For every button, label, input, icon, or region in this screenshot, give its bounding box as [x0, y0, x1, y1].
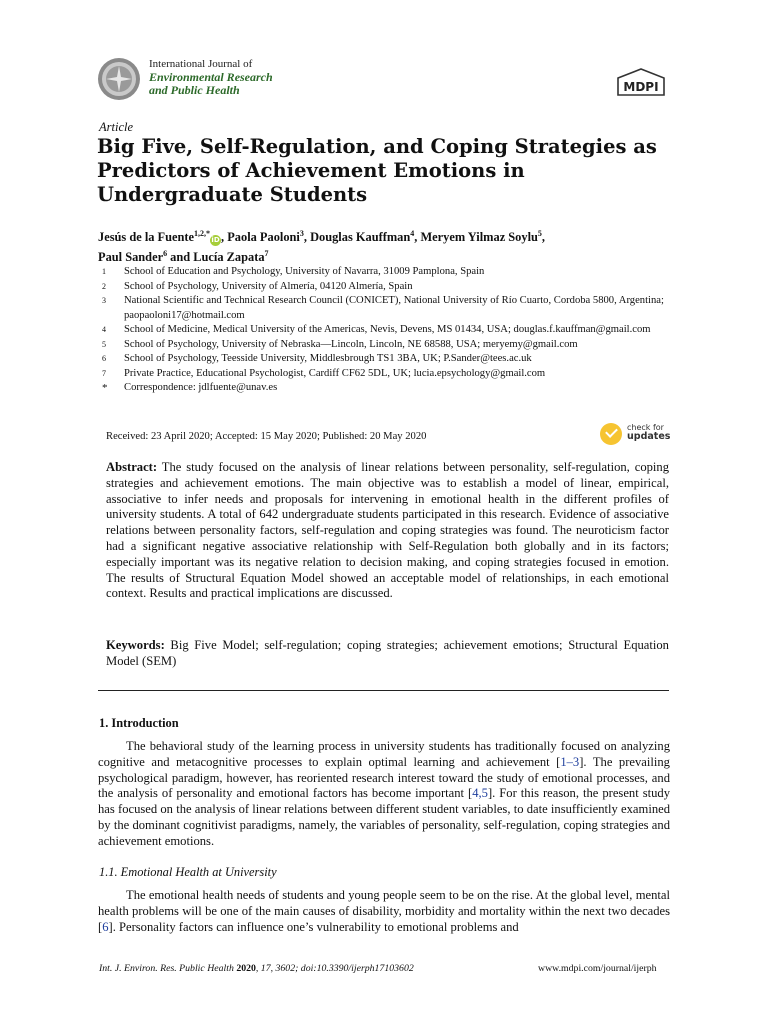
affiliation-marker: 4: [102, 325, 106, 334]
abstract-label: Abstract:: [106, 460, 158, 474]
affiliation-marker: 3: [102, 296, 106, 305]
citation-link[interactable]: 6: [102, 919, 109, 934]
footer-citation: [99, 963, 414, 974]
author-separator: and: [167, 250, 194, 264]
subsection-heading: 1.1. Emotional Health at University: [99, 865, 277, 879]
affiliation-marker: 1: [102, 267, 106, 276]
abstract-text: The study focused on the analysis of linear relations between personality, self-regulation, coping strategies and achievement emotions. The main objective was to establish a model of linear, empirical, associative to infer needs and proposals for intervening in emotional health in the different profiles of university students. A total of 642 undergraduate students participated in this research. Evidence of associative relations between personality factors, self-regulation and coping strategies was found. The neuroticism factor had a significant negative associative relationship with Self-Regulation both globally and in its factors; especially important was its negative relation to decision making, and coping strategies focused in emotion. The results of Structural Equation Model showed an acceptable model of relationships, in each emotional context. Results and practical implications are discussed.: [106, 460, 670, 601]
affiliation-marker: 5: [102, 339, 106, 349]
intro-p1-text-b: ]. The prevailing psychological paradigm, however, has reoriented research interest toward the study of emotional processes, and the analysis of personality and emotional factors has become important [: [98, 754, 670, 801]
affiliation-item: [102, 352, 682, 367]
affiliation-marker: 2: [102, 281, 106, 291]
introduction-paragraph-2: [98, 888, 670, 935]
author-list: [98, 227, 678, 267]
check-for-updates-button[interactable]: [600, 422, 670, 446]
footer-year: 2020: [236, 963, 256, 974]
author-name: Douglas Kauffman: [310, 230, 411, 244]
citation-link[interactable]: 4,5: [472, 786, 488, 801]
affiliation-item: [102, 294, 682, 323]
keywords: [106, 638, 669, 670]
orcid-icon[interactable]: iD: [211, 236, 220, 244]
author-name: Paola Paoloni: [227, 230, 300, 244]
author-affiliation-marker: 6: [163, 248, 168, 258]
mdpi-logo: [614, 68, 668, 100]
section-divider: [98, 690, 669, 691]
footer-citation-rest: , 17, 3602; doi:10.3390/ijerph17103602: [255, 963, 414, 974]
author-name: Jesús de la Fuente: [98, 230, 195, 244]
paper-title: Big Five, Self-Regulation, and Coping Strategies as Predictors of Achievement Emotions in Undergraduate Students: [97, 135, 657, 206]
journal-name-line3: and Public Health: [149, 83, 240, 97]
journal-url-link[interactable]: www.mdpi.com/journal/ijerph: [538, 963, 657, 974]
journal-seal-logo: [97, 57, 141, 101]
author-separator: ,: [221, 230, 228, 244]
affiliation-marker: 6: [102, 354, 106, 363]
check-updates-line1: check for: [627, 423, 664, 432]
introduction-paragraph-1: [98, 739, 670, 850]
author-name: Meryem Yilmaz Soylu: [420, 230, 538, 244]
section-heading-introduction: 1. Introduction: [99, 716, 179, 730]
author-affiliation-marker: 7: [264, 248, 269, 258]
author-affiliation-marker: 4: [410, 228, 415, 238]
affiliation-text: School of Education and Psychology, University of Navarra, 31009 Pamplona, Spain: [124, 266, 485, 277]
intro-p1-text-c: ]. For this reason, the present study has focused on the analysis of linear relations between different student variables, to date insufficiently examined by the dominant cognitivist paradigms, namely, the variables of personality, self-regulation, coping strategies and achievement emotions.: [98, 786, 670, 848]
citation-link[interactable]: 1–3: [560, 754, 580, 769]
journal-name-line2: Environmental Research: [149, 70, 273, 84]
intro-p1-text-a: The behavioral study of the learning process in university students has traditionally focused on analyzing cognitive and metacognitive processes to explain optimal learning and achievement [: [98, 739, 670, 769]
affiliation-text: School of Psychology, Teesside University, Middlesbrough TS1 3BA, UK; P.Sander@tees.ac.uk: [124, 353, 532, 364]
affiliation-text: Correspondence: jdlfuente@unav.es: [124, 382, 278, 393]
affiliation-list: [102, 265, 682, 396]
journal-name: [149, 58, 273, 97]
keywords-text: Big Five Model; self-regulation; coping strategies; achievement emotions; Structural Equation Model (SEM): [106, 638, 669, 668]
article-type: Article: [99, 120, 134, 134]
check-updates-label: [627, 423, 670, 441]
keywords-label: Keywords:: [106, 638, 165, 652]
abstract: [106, 460, 669, 602]
affiliation-marker: *: [102, 382, 108, 394]
author-separator: ,: [541, 230, 546, 244]
check-updates-line2: updates: [627, 431, 671, 442]
author-name: Paul Sander: [98, 250, 164, 264]
affiliation-marker: 7: [102, 368, 106, 378]
author-affiliation-marker: 3: [299, 228, 304, 238]
affiliation-item: [102, 280, 682, 295]
intro-p2-text-a: The emotional health needs of students and young people seem to be on the rise. At the global level, mental health problems will be one of the main causes of disability, morbidity and mortality within the next two decades [: [98, 888, 670, 934]
mdpi-logo-text: MDPI: [623, 80, 659, 94]
author-affiliation-marker: 1,2,*: [194, 228, 211, 238]
affiliation-item: [102, 323, 682, 338]
intro-p2-text-b: ]. Personality factors can influence one’s vulnerability to emotional problems and: [108, 919, 519, 934]
checkmark-icon: [600, 423, 622, 445]
author-separator: ,: [303, 230, 311, 244]
author-separator: ,: [414, 230, 421, 244]
affiliation-text: School of Psychology, University of Almería, 04120 Almería, Spain: [124, 280, 413, 292]
footer-journal-abbrev: Int. J. Environ. Res. Public Health: [99, 963, 234, 974]
affiliation-item: [102, 265, 682, 280]
author-name: Lucía Zapata: [193, 250, 265, 264]
affiliation-text: Private Practice, Educational Psychologist, Cardiff CF62 5DL, UK; lucia.epsychology@gmail.com: [124, 367, 546, 379]
affiliation-text: School of Psychology, University of Nebraska—Lincoln, Lincoln, NE 68588, USA; meryemy@gmail.com: [124, 338, 578, 350]
affiliation-text: School of Medicine, Medical University of the Americas, Nevis, Devens, MS 01434, USA; douglas.f.kauffman@gmail.com: [124, 324, 651, 335]
publication-dates: Received: 23 April 2020; Accepted: 15 May 2020; Published: 20 May 2020: [106, 431, 427, 442]
affiliation-item: [102, 338, 682, 353]
journal-name-line1: International Journal of: [149, 58, 253, 70]
affiliation-item: [102, 381, 682, 396]
author-affiliation-marker: 5: [537, 228, 542, 238]
affiliation-item: [102, 367, 682, 382]
affiliation-text: National Scientific and Technical Research Council (CONICET), National University of Río Cuarto, Cordoba 5800, Argentina; paopaoloni17@hotmail.com: [124, 295, 664, 321]
